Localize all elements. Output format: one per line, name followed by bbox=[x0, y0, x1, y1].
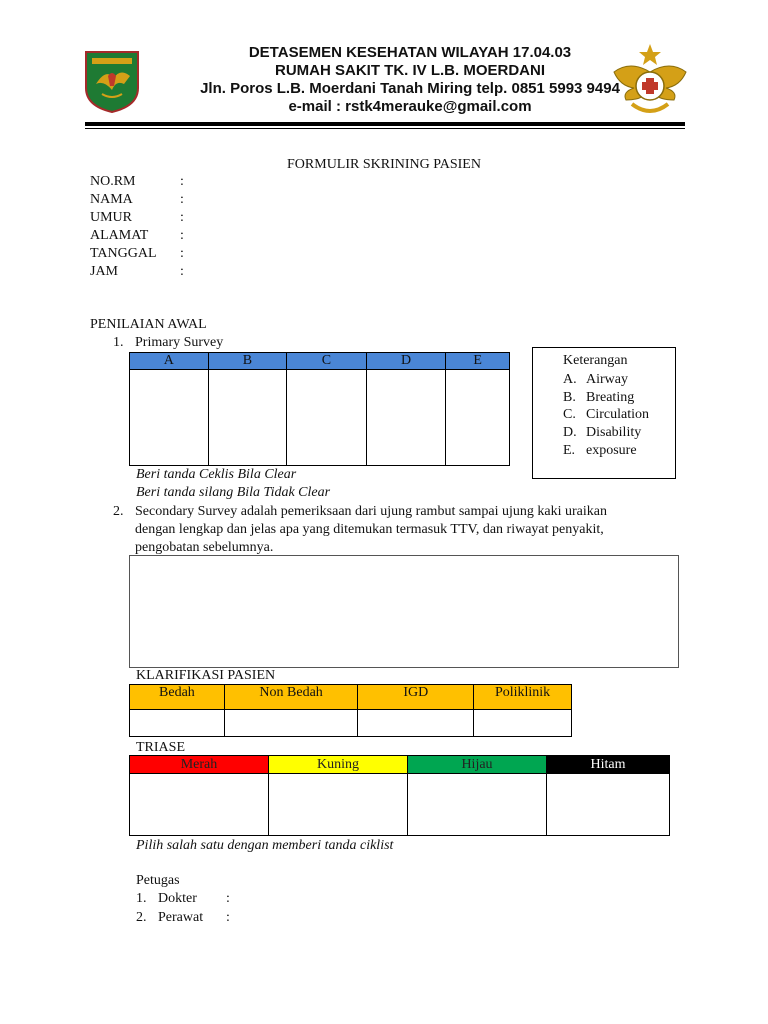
primary-note-clear: Beri tanda Ceklis Bila Clear bbox=[136, 467, 297, 482]
petugas-label-dokter: Dokter bbox=[158, 891, 197, 906]
field-sep: : bbox=[180, 174, 184, 189]
legend-key-e: E. bbox=[563, 443, 576, 458]
field-sep: : bbox=[180, 210, 184, 225]
primary-cell-d[interactable] bbox=[366, 370, 446, 466]
primary-note-not-clear: Beri tanda silang Bila Tidak Clear bbox=[136, 485, 331, 500]
petugas-label-perawat: Perawat bbox=[158, 910, 204, 925]
klasifikasi-col-poliklinik: Poliklinik bbox=[474, 685, 572, 710]
primary-col-b: B bbox=[208, 353, 287, 370]
field-label-no-rm: NO.RM bbox=[90, 174, 136, 189]
secondary-survey-line-1: Secondary Survey adalah pemeriksaan dari ujung rambut sampai ujung kaki uraikan bbox=[135, 504, 607, 519]
field-sep: : bbox=[180, 264, 184, 279]
triase-cell-kuning[interactable] bbox=[269, 774, 408, 836]
primary-col-e: E bbox=[446, 353, 510, 370]
klasifikasi-col-bedah: Bedah bbox=[130, 685, 225, 710]
triase-cell-hitam[interactable] bbox=[547, 774, 670, 836]
field-label-nama: NAMA bbox=[90, 192, 133, 207]
secondary-survey-num: 2. bbox=[113, 504, 124, 519]
petugas-sep: : bbox=[226, 910, 230, 925]
klasifikasi-col-igd: IGD bbox=[358, 685, 474, 710]
klasifikasi-cell-poliklinik[interactable] bbox=[474, 710, 572, 737]
triase-col-hijau: Hijau bbox=[408, 756, 547, 774]
klasifikasi-col-non-bedah: Non Bedah bbox=[224, 685, 358, 710]
field-label-tanggal: TANGGAL bbox=[90, 246, 157, 261]
primary-col-a: A bbox=[130, 353, 209, 370]
primary-col-d: D bbox=[366, 353, 446, 370]
unit-shield-emblem-icon bbox=[84, 50, 140, 114]
triase-note: Pilih salah satu dengan memberi tanda ciklist bbox=[136, 838, 394, 853]
primary-survey-label: Primary Survey bbox=[135, 335, 224, 350]
field-label-alamat: ALAMAT bbox=[90, 228, 149, 243]
triase-col-kuning: Kuning bbox=[269, 756, 408, 774]
field-sep: : bbox=[180, 246, 184, 261]
legend-text-c: Circulation bbox=[586, 407, 649, 422]
triase-col-merah: Merah bbox=[130, 756, 269, 774]
header-rule-thick bbox=[85, 122, 685, 126]
primary-col-c: C bbox=[287, 353, 367, 370]
legend-title: Keterangan bbox=[563, 353, 628, 368]
field-sep: : bbox=[180, 228, 184, 243]
klasifikasi-title: KLARIFIKASI PASIEN bbox=[136, 668, 276, 683]
header-line-3: Jln. Poros L.B. Moerdani Tanah Miring telp. 0851 5993 9494 bbox=[200, 80, 620, 97]
form-title: FORMULIR SKRINING PASIEN bbox=[287, 157, 481, 172]
left-logo bbox=[84, 50, 140, 114]
field-sep: : bbox=[180, 192, 184, 207]
klasifikasi-table bbox=[129, 684, 572, 737]
triase-cell-hijau[interactable] bbox=[408, 774, 547, 836]
field-label-jam: JAM bbox=[90, 264, 119, 279]
legend-key-a: A. bbox=[563, 372, 577, 387]
secondary-survey-line-2: dengan lengkap dan jelas apa yang ditemukan termasuk TTV, dan riwayat penyakit, bbox=[135, 522, 604, 537]
assessment-heading: PENILAIAN AWAL bbox=[90, 317, 207, 332]
primary-cell-e[interactable] bbox=[446, 370, 510, 466]
legend-text-d: Disability bbox=[586, 425, 642, 440]
header-line-2: RUMAH SAKIT TK. IV L.B. MOERDANI bbox=[275, 62, 545, 79]
petugas-title: Petugas bbox=[136, 873, 180, 888]
primary-cell-a[interactable] bbox=[130, 370, 209, 466]
petugas-num-2: 2. bbox=[136, 910, 147, 925]
legend-box bbox=[532, 347, 676, 479]
primary-cell-b[interactable] bbox=[208, 370, 287, 466]
legend-key-c: C. bbox=[563, 407, 576, 422]
primary-survey-table bbox=[129, 352, 510, 466]
klasifikasi-cell-non-bedah[interactable] bbox=[224, 710, 358, 737]
primary-survey-num: 1. bbox=[113, 335, 124, 350]
klasifikasi-cell-igd[interactable] bbox=[358, 710, 474, 737]
triase-title: TRIASE bbox=[136, 740, 185, 755]
header-line-4: e-mail : rstk4merauke@gmail.com bbox=[288, 98, 532, 115]
header-rule-thin bbox=[85, 128, 685, 129]
secondary-survey-line-3: pengobatan sebelumnya. bbox=[135, 540, 274, 555]
primary-cell-c[interactable] bbox=[287, 370, 367, 466]
legend-key-b: B. bbox=[563, 390, 576, 405]
triase-table bbox=[129, 755, 670, 836]
petugas-num-1: 1. bbox=[136, 891, 147, 906]
triase-col-hitam: Hitam bbox=[547, 756, 670, 774]
header-line-1: DETASEMEN KESEHATAN WILAYAH 17.04.03 bbox=[248, 44, 572, 61]
legend-text-e: exposure bbox=[586, 443, 637, 458]
legend-text-a: Airway bbox=[586, 372, 628, 387]
legend-text-b: Breating bbox=[586, 390, 635, 405]
klasifikasi-cell-bedah[interactable] bbox=[130, 710, 225, 737]
secondary-survey-textbox[interactable] bbox=[129, 555, 679, 668]
field-label-umur: UMUR bbox=[90, 210, 133, 225]
petugas-sep: : bbox=[226, 891, 230, 906]
triase-cell-merah[interactable] bbox=[130, 774, 269, 836]
legend-key-d: D. bbox=[563, 425, 577, 440]
